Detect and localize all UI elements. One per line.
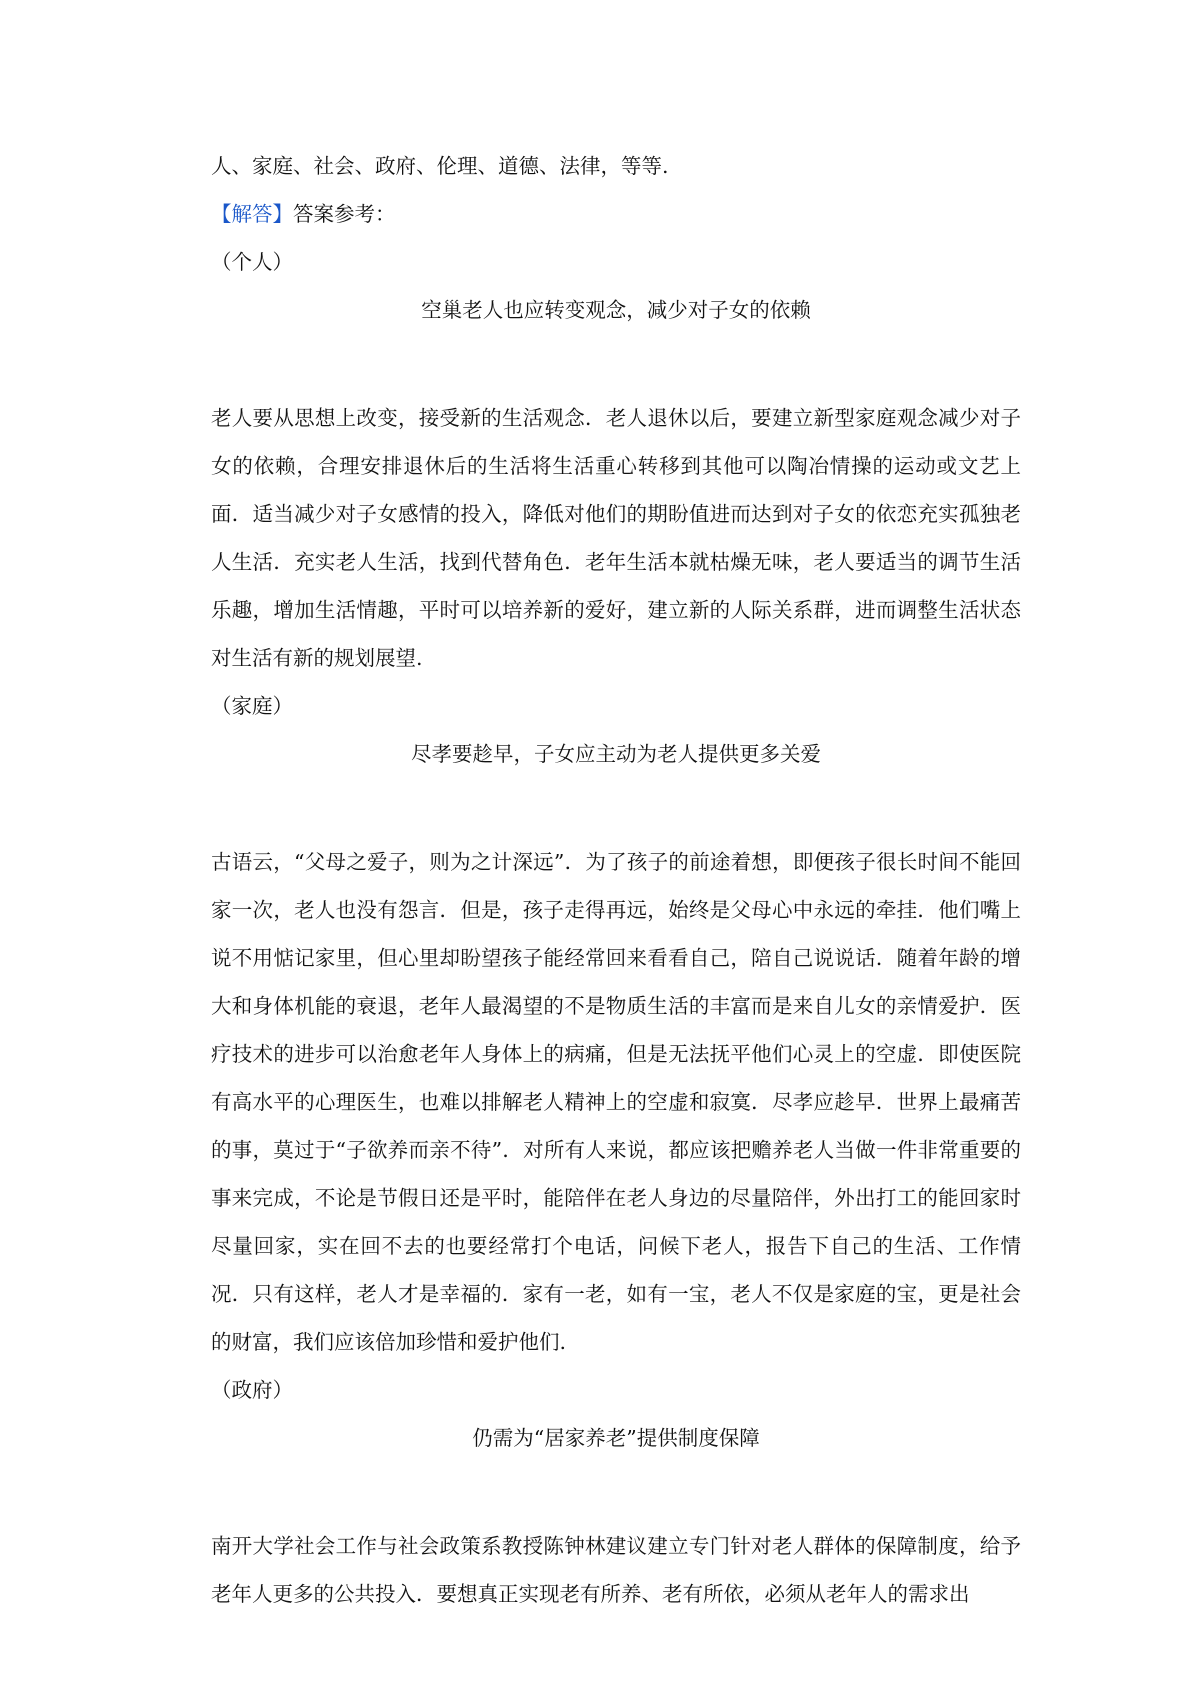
answer-heading <box>211 190 1021 238</box>
section-label-government: （政府） <box>211 1378 293 1402</box>
answer-label: 【解答】 <box>211 202 293 226</box>
section-title-family: 尽孝要趁早，子女应主动为老人提供更多关爱 <box>411 742 821 766</box>
section-label-personal: （个人） <box>211 250 293 274</box>
section-title-personal: 空巢老人也应转变观念，减少对子女的依赖 <box>421 298 811 322</box>
intro-line: 人、家庭、社会、政府、伦理、道德、法律，等等. <box>211 154 669 178</box>
answer-reference-text: 答案参考： <box>293 202 396 226</box>
section-body-government: 南开大学社会工作与社会政策系教授陈钟林建议建立专门针对老人群体的保障制度，给予老年人更多的公共投入．要想真正实现老有所养、老有所依，必须从老年人的需求出 <box>211 1534 1021 1606</box>
spacer <box>211 778 1021 838</box>
section-label-family: （家庭） <box>211 694 293 718</box>
section-body-family: 古语云，“父母之爱子，则为之计深远”．为了孩子的前途着想，即便孩子很长时间不能回家一次，老人也没有怨言．但是，孩子走得再远，始终是父母心中永远的牵挂．他们嘴上说不用惦记家里，但心里却盼望孩子能经常回来看看自己，陪自己说说话．随着年龄的增大和身体机能的衰退，老年人最渴望的不是物质生活的丰富而是来自儿女的亲情爱护．医疗技术的进步可以治愈老年人身体上的病痛，但是无法抚平他们心灵上的空虚．即使医院有高水平的心理医生，也难以排解老人精神上的空虚和寂寞．尽孝应趁早．世界上最痛苦的事，莫过于“子欲养而亲不待”．对所有人来说，都应该把赡养老人当做一件非常重要的事来完成，不论是节假日还是平时，能陪伴在老人身边的尽量陪伴，外出打工的能回家时尽量回家，实在回不去的也要经常打个电话，问候下老人，报告下自己的生活、工作情况．只有这样，老人才是幸福的．家有一老，如有一宝，老人不仅是家庭的宝，更是社会的财富，我们应该倍加珍惜和爱护他们. <box>211 850 1021 1354</box>
spacer <box>211 1462 1021 1522</box>
section-body-personal: 老人要从思想上改变，接受新的生活观念．老人退休以后，要建立新型家庭观念减少对子女的依赖，合理安排退休后的生活将生活重心转移到其他可以陶冶情操的运动或文艺上面．适当减少对子女感情的投入，降低对他们的期盼值进而达到对子女的依恋充实孤独老人生活．充实老人生活，找到代替角色．老年生活本就枯燥无味，老人要适当的调节生活乐趣，增加生活情趣，平时可以培养新的爱好，建立新的人际关系群，进而调整生活状态对生活有新的规划展望. <box>211 406 1021 670</box>
document-page <box>211 142 1021 1618</box>
spacer <box>211 334 1021 394</box>
section-title-government: 仍需为“居家养老”提供制度保障 <box>472 1426 760 1450</box>
